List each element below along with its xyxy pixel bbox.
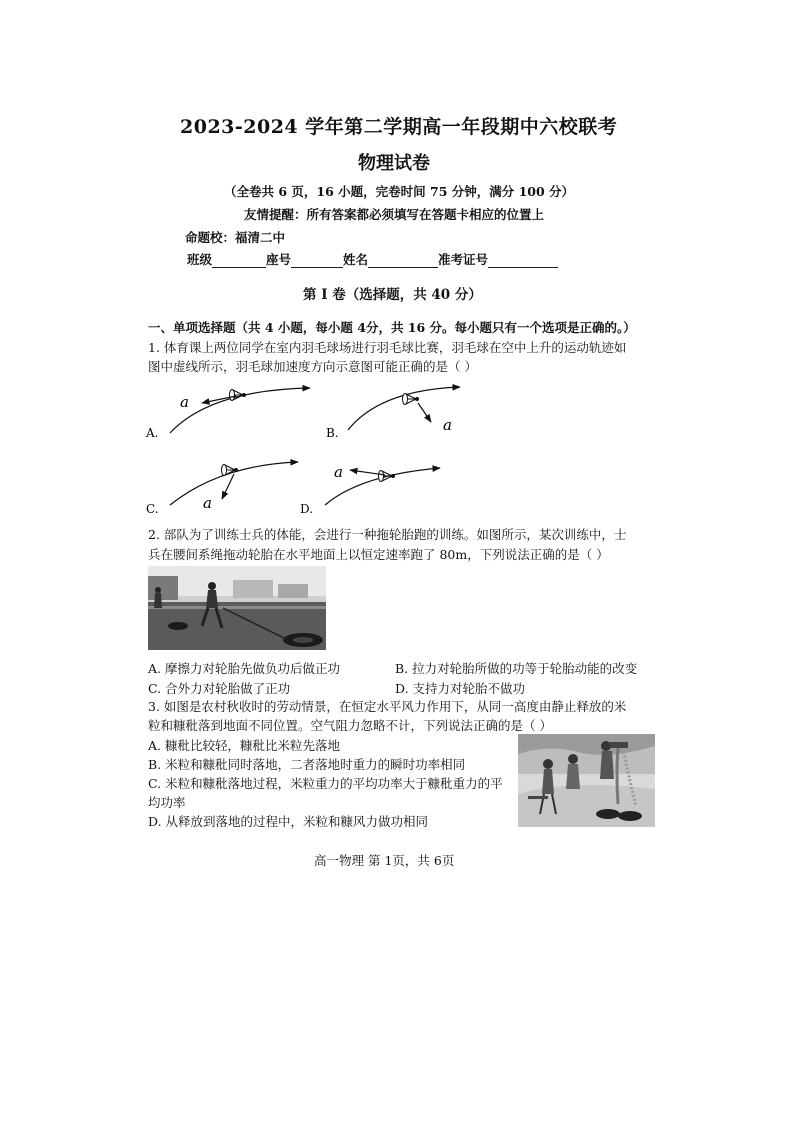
q3-option-d: D. 从释放到落地的过程中，米粒和糠风力做功相同 [148,814,429,829]
q2-option-a: A. 摩擦力对轮胎先做负功后做正功 [148,661,340,676]
q1-figures [140,375,480,520]
exam-id-label: 准考证号 [438,252,489,267]
subject-title: 物理试卷 [358,153,430,174]
q2-line2: 兵在腰间系绳拖动轮胎在水平地面上以恒定速率跑了 80m，下列说法正确的是（ ） [148,547,609,562]
option-b-accel-label: a [443,416,452,434]
option-d-accel-label: a [334,463,343,481]
reminder: 友情提醒：所有答案都必须填写在答题卡相应的位置上 [244,207,545,222]
student-fields [187,250,558,268]
q3-option-c-line1: C. 米粒和糠秕落地过程，米粒重力的平均功率大于糠秕重力的平 [148,776,503,791]
seat-label: 座号 [266,252,292,267]
q2-option-d: D. 支持力对轮胎不做功 [395,681,526,696]
q2-option-c: C. 合外力对轮胎做了正功 [148,681,291,696]
option-b-figure [326,387,460,440]
option-d-label: D. [300,502,314,516]
q3-option-a: A. 糠秕比较轻，糠秕比米粒先落地 [148,738,340,753]
q1-line2: 图中虚线所示，羽毛球加速度方向示意图可能正确的是（ ） [148,359,477,374]
name-blank [368,255,438,268]
option-d-figure [300,463,440,516]
class-label: 班级 [187,252,213,267]
name-label: 姓名 [343,252,369,267]
exam-info: （全卷共 6 页，16 小题，完卷时间 75 分钟，满分 100 分） [224,184,575,199]
q3-option-c-line2: 均功率 [148,795,186,810]
option-a-label: A. [146,426,159,440]
exam-title: 2023-2024 学年第二学期高一年段期中六校联考 [180,116,618,138]
option-c-label: C. [146,502,159,516]
page-footer: 高一物理 第 1页，共 6页 [314,853,455,868]
option-b-label: B. [326,426,339,440]
q3-option-b: B. 米粒和糠秕同时落地，二者落地时重力的瞬时功率相同 [148,757,466,772]
section-heading: 一、单项选择题（共 4 小题，每小题 4分，共 16 分。每小题只有一个选项是正确的。） [148,320,636,335]
option-a-figure [145,388,310,440]
school-line: 命题校：福清二中 [185,230,286,245]
class-blank [212,255,266,268]
q2-option-b: B. 拉力对轮胎所做的功等于轮胎动能的改变 [395,661,638,676]
q1-line1: 1. 体育课上两位同学在室内羽毛球场进行羽毛球比赛，羽毛球在空中上升的运动轨迹如 [148,340,627,355]
exam-id-blank [488,255,558,268]
option-c-accel-label: a [203,494,212,512]
option-a-accel-label: a [180,393,189,411]
q2-line1: 2. 部队为了训练士兵的体能，会进行一种拖轮胎跑的训练。如图所示，某次训练中，士 [148,527,627,542]
tire-training-photo [148,566,326,650]
q3-line2: 粒和糠秕落到地面不同位置。空气阻力忽略不计，下列说法正确的是（ ） [148,718,552,733]
seat-blank [291,255,343,268]
q3-line1: 3. 如图是农村秋收时的劳动情景，在恒定水平风力作用下，从同一高度由静止释放的米 [148,699,627,714]
harvest-winnowing-illustration [518,734,655,827]
option-c-figure [146,462,298,516]
volume-heading: 第 Ⅰ 卷（选择题，共 40 分） [303,287,482,303]
